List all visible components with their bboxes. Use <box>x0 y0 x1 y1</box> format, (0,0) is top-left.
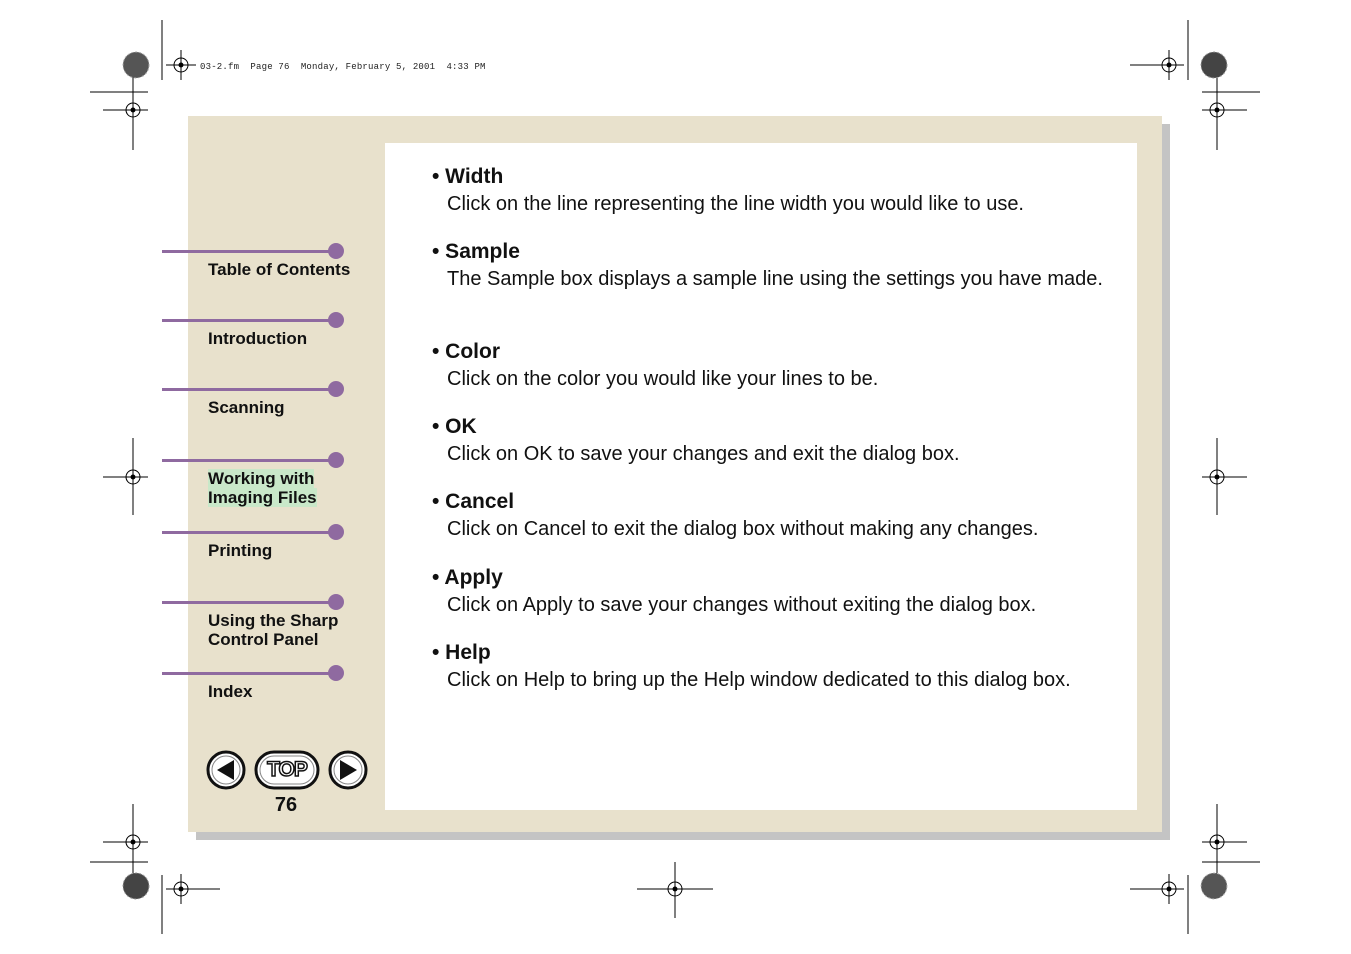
item-description: Click on OK to save your changes and exit the dialog box. <box>447 443 960 465</box>
nav-divider <box>162 601 338 604</box>
prev-page-button[interactable] <box>205 750 247 790</box>
top-button-label: TOP <box>267 758 307 781</box>
item-title: • Color <box>432 340 501 363</box>
right-arrow-icon <box>327 750 369 790</box>
top-button[interactable] <box>254 750 320 790</box>
nav-dot-icon <box>328 665 344 681</box>
nav-dot-icon <box>328 381 344 397</box>
nav-label-current[interactable] <box>208 469 358 507</box>
nav-item-index[interactable] <box>162 672 352 732</box>
item-title: • Sample <box>432 240 520 263</box>
nav-divider <box>162 672 338 675</box>
nav-item-scanning[interactable] <box>162 388 352 448</box>
item-title: • Help <box>432 641 491 664</box>
item-sample <box>432 240 1132 291</box>
item-apply <box>432 566 1132 617</box>
nav-label[interactable]: Scanning <box>208 398 285 417</box>
item-description: Click on Apply to save your changes without exiting the dialog box. <box>447 594 1037 616</box>
item-description: Click on Help to bring up the Help window dedicated to this dialog box. <box>447 669 1071 691</box>
item-width <box>432 165 1132 216</box>
nav-item-working-with-imaging-files[interactable] <box>162 459 352 519</box>
item-cancel <box>432 490 1132 541</box>
nav-dot-icon <box>328 452 344 468</box>
print-header: 03-2.fm Page 76 Monday, February 5, 2001 4:33 PM <box>200 62 486 72</box>
nav-label-line: Working with <box>208 469 315 488</box>
nav-label[interactable]: Printing <box>208 541 273 560</box>
nav-dot-icon <box>328 243 344 259</box>
nav-label-line: Using the Sharp <box>208 611 339 630</box>
nav-item-printing[interactable] <box>162 531 352 591</box>
nav-label[interactable] <box>208 611 358 649</box>
item-title: • OK <box>432 415 477 438</box>
item-title: • Apply <box>432 566 503 589</box>
item-title: • Width <box>432 165 504 188</box>
nav-divider <box>162 531 338 534</box>
nav-divider <box>162 388 338 391</box>
item-description: Click on the line representing the line width you would like to use. <box>447 193 1024 215</box>
item-title: • Cancel <box>432 490 515 513</box>
nav-divider <box>162 319 338 322</box>
nav-label-line: Imaging Files <box>208 488 317 507</box>
nav-item-table-of-contents[interactable] <box>162 250 352 310</box>
nav-item-introduction[interactable] <box>162 319 352 379</box>
left-arrow-icon <box>205 750 247 790</box>
nav-label-line: Control Panel <box>208 630 319 649</box>
nav-dot-icon <box>328 524 344 540</box>
nav-label[interactable]: Introduction <box>208 329 308 348</box>
next-page-button[interactable] <box>327 750 369 790</box>
nav-label[interactable]: Table of Contents <box>208 260 351 279</box>
nav-divider <box>162 459 338 462</box>
item-description: Click on the color you would like your lines to be. <box>447 368 879 390</box>
item-color <box>432 340 1132 391</box>
nav-label[interactable]: Index <box>208 682 253 701</box>
item-ok <box>432 415 1132 466</box>
nav-item-sharp-control-panel[interactable] <box>162 601 352 661</box>
item-description: The Sample box displays a sample line using the settings you have made. <box>447 268 1103 290</box>
nav-dot-icon <box>328 594 344 610</box>
nav-dot-icon <box>328 312 344 328</box>
nav-divider <box>162 250 338 253</box>
page-number: 76 <box>274 794 298 816</box>
item-description: Click on Cancel to exit the dialog box without making any changes. <box>447 518 1039 540</box>
item-help <box>432 641 1132 692</box>
